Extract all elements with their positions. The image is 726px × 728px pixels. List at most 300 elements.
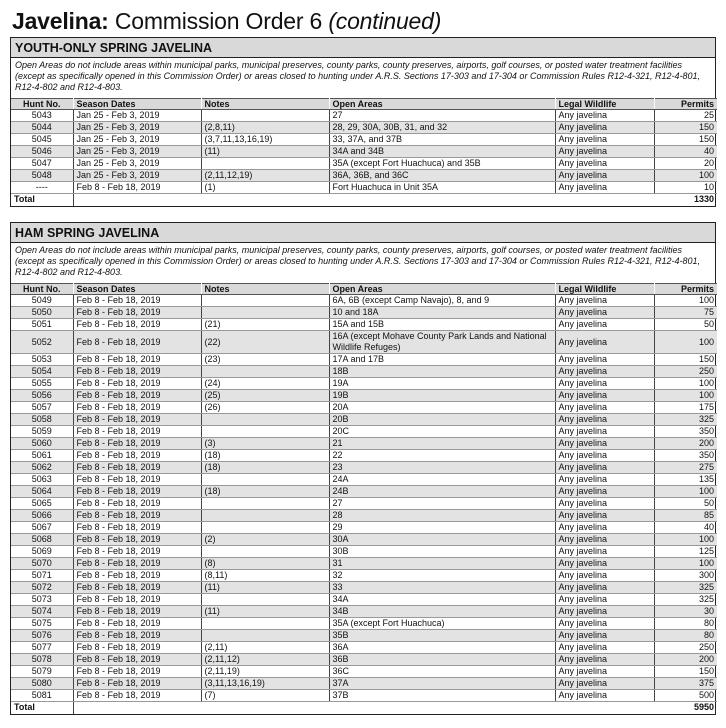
total-blank-cell [555, 194, 654, 206]
permits-cell: 125 [654, 546, 717, 558]
permits-cell: 100 [654, 486, 717, 498]
notes-cell [201, 426, 329, 438]
notes-cell: (25) [201, 390, 329, 402]
hunt-number-cell: 5056 [11, 390, 73, 402]
legal-wildlife-cell: Any javelina [555, 122, 654, 134]
notes-cell [201, 158, 329, 170]
table-row [11, 630, 717, 642]
legal-wildlife-cell: Any javelina [555, 594, 654, 606]
open-areas-cell: 15A and 15B [329, 319, 555, 331]
notes-cell: (3) [201, 438, 329, 450]
hunt-number-cell: 5068 [11, 534, 73, 546]
hunt-number-cell: 5043 [11, 110, 73, 122]
col-header-notes: Notes [201, 99, 329, 110]
permits-cell: 150 [654, 666, 717, 678]
hunt-number-cell: 5060 [11, 438, 73, 450]
season-dates-cell: Feb 8 - Feb 18, 2019 [73, 390, 201, 402]
table-row [11, 486, 717, 498]
season-dates-cell: Jan 25 - Feb 3, 2019 [73, 146, 201, 158]
legal-wildlife-cell: Any javelina [555, 414, 654, 426]
open-areas-cell: 24B [329, 486, 555, 498]
permits-cell: 75 [654, 307, 717, 319]
hunt-number-cell: 5052 [11, 331, 73, 354]
permits-cell: 50 [654, 319, 717, 331]
open-areas-cell: 18B [329, 366, 555, 378]
table-row [11, 307, 717, 319]
notes-cell [201, 498, 329, 510]
season-dates-cell: Feb 8 - Feb 18, 2019 [73, 414, 201, 426]
hunt-number-cell: 5070 [11, 558, 73, 570]
total-blank-cell [555, 702, 654, 714]
notes-cell: (8,11) [201, 570, 329, 582]
notes-cell: (11) [201, 146, 329, 158]
season-dates-cell: Feb 8 - Feb 18, 2019 [73, 438, 201, 450]
permits-cell: 250 [654, 642, 717, 654]
notes-cell: (11) [201, 582, 329, 594]
legal-wildlife-cell: Any javelina [555, 378, 654, 390]
youth-table-body [11, 110, 717, 206]
col-header-hunt: Hunt No. [11, 284, 73, 295]
legal-wildlife-cell: Any javelina [555, 558, 654, 570]
notes-cell: (18) [201, 486, 329, 498]
table-row [11, 618, 717, 630]
permits-cell: 100 [654, 170, 717, 182]
table-row [11, 122, 717, 134]
title-regular: Commission Order 6 [108, 8, 329, 34]
permits-cell: 100 [654, 390, 717, 402]
open-areas-cell: 20B [329, 414, 555, 426]
permits-cell: 40 [654, 146, 717, 158]
open-areas-cell: 22 [329, 450, 555, 462]
table-row [11, 110, 717, 122]
open-areas-cell: 17A and 17B [329, 354, 555, 366]
notes-cell: (18) [201, 450, 329, 462]
table-row [11, 378, 717, 390]
hunt-number-cell: 5045 [11, 134, 73, 146]
notes-cell [201, 110, 329, 122]
notes-cell [201, 522, 329, 534]
hunt-number-cell: 5062 [11, 462, 73, 474]
total-blank-cell [329, 194, 555, 206]
legal-wildlife-cell: Any javelina [555, 678, 654, 690]
legal-wildlife-cell: Any javelina [555, 366, 654, 378]
legal-wildlife-cell: Any javelina [555, 331, 654, 354]
table-row [11, 134, 717, 146]
hunt-number-cell: 5067 [11, 522, 73, 534]
notes-cell [201, 510, 329, 522]
ham-header-row [11, 284, 717, 295]
col-header-hunt: Hunt No. [11, 99, 73, 110]
season-dates-cell: Feb 8 - Feb 18, 2019 [73, 295, 201, 307]
table-row [11, 570, 717, 582]
legal-wildlife-cell: Any javelina [555, 546, 654, 558]
permits-cell: 200 [654, 654, 717, 666]
notes-cell: (11) [201, 606, 329, 618]
hunt-number-cell: ---- [11, 182, 73, 194]
legal-wildlife-cell: Any javelina [555, 582, 654, 594]
table-row [11, 546, 717, 558]
legal-wildlife-cell: Any javelina [555, 390, 654, 402]
open-areas-cell: 27 [329, 498, 555, 510]
permits-cell: 30 [654, 606, 717, 618]
season-dates-cell: Feb 8 - Feb 18, 2019 [73, 450, 201, 462]
table-row [11, 594, 717, 606]
col-header-dates: Season Dates [73, 284, 201, 295]
permits-cell: 200 [654, 438, 717, 450]
legal-wildlife-cell: Any javelina [555, 354, 654, 366]
col-header-notes: Notes [201, 284, 329, 295]
permits-cell: 150 [654, 354, 717, 366]
open-areas-cell: 19B [329, 390, 555, 402]
notes-cell: (21) [201, 319, 329, 331]
open-areas-cell: 36B [329, 654, 555, 666]
table-row [11, 146, 717, 158]
open-areas-cell: 29 [329, 522, 555, 534]
table-row [11, 558, 717, 570]
legal-wildlife-cell: Any javelina [555, 654, 654, 666]
notes-cell [201, 618, 329, 630]
season-dates-cell: Jan 25 - Feb 3, 2019 [73, 170, 201, 182]
table-row [11, 295, 717, 307]
table-row [11, 331, 717, 354]
season-dates-cell: Feb 8 - Feb 18, 2019 [73, 366, 201, 378]
table-row [11, 366, 717, 378]
open-areas-cell: 6A, 6B (except Camp Navajo), 8, and 9 [329, 295, 555, 307]
col-header-legal: Legal Wildlife [555, 284, 654, 295]
season-dates-cell: Feb 8 - Feb 18, 2019 [73, 690, 201, 702]
table-row [11, 170, 717, 182]
legal-wildlife-cell: Any javelina [555, 522, 654, 534]
hunt-number-cell: 5048 [11, 170, 73, 182]
total-label: Total [11, 194, 73, 206]
open-areas-cell: 30B [329, 546, 555, 558]
legal-wildlife-cell: Any javelina [555, 450, 654, 462]
legal-wildlife-cell: Any javelina [555, 134, 654, 146]
season-dates-cell: Feb 8 - Feb 18, 2019 [73, 582, 201, 594]
total-label: Total [11, 702, 73, 714]
table-row [11, 534, 717, 546]
total-blank-cell [73, 702, 201, 714]
open-areas-cell: 37A [329, 678, 555, 690]
table-row [11, 666, 717, 678]
legal-wildlife-cell: Any javelina [555, 618, 654, 630]
season-dates-cell: Feb 8 - Feb 18, 2019 [73, 570, 201, 582]
legal-wildlife-cell: Any javelina [555, 158, 654, 170]
season-dates-cell: Jan 25 - Feb 3, 2019 [73, 122, 201, 134]
hunt-number-cell: 5064 [11, 486, 73, 498]
hunt-number-cell: 5044 [11, 122, 73, 134]
table-row [11, 498, 717, 510]
legal-wildlife-cell: Any javelina [555, 642, 654, 654]
notes-cell [201, 594, 329, 606]
hunt-number-cell: 5063 [11, 474, 73, 486]
permits-cell: 150 [654, 122, 717, 134]
youth-heading: YOUTH-ONLY SPRING JAVELINA [11, 38, 715, 58]
legal-wildlife-cell: Any javelina [555, 630, 654, 642]
hunt-number-cell: 5066 [11, 510, 73, 522]
notes-cell: (3,11,13,16,19) [201, 678, 329, 690]
col-header-permits: Permits [654, 284, 717, 295]
season-dates-cell: Feb 8 - Feb 18, 2019 [73, 618, 201, 630]
legal-wildlife-cell: Any javelina [555, 534, 654, 546]
notes-cell: (2,11) [201, 642, 329, 654]
table-row [11, 402, 717, 414]
legal-wildlife-cell: Any javelina [555, 666, 654, 678]
table-row [11, 438, 717, 450]
table-row [11, 582, 717, 594]
hunt-number-cell: 5053 [11, 354, 73, 366]
hunt-number-cell: 5074 [11, 606, 73, 618]
legal-wildlife-cell: Any javelina [555, 498, 654, 510]
legal-wildlife-cell: Any javelina [555, 146, 654, 158]
open-areas-cell: 24A [329, 474, 555, 486]
table-row [11, 390, 717, 402]
open-areas-cell: 28 [329, 510, 555, 522]
youth-section [10, 37, 716, 207]
total-permits: 5950 [693, 702, 714, 713]
notes-cell [201, 474, 329, 486]
notes-cell [201, 630, 329, 642]
open-areas-cell: 35B [329, 630, 555, 642]
season-dates-cell: Feb 8 - Feb 18, 2019 [73, 522, 201, 534]
hunt-number-cell: 5073 [11, 594, 73, 606]
season-dates-cell: Jan 25 - Feb 3, 2019 [73, 134, 201, 146]
open-areas-cell: 21 [329, 438, 555, 450]
permits-cell: 325 [654, 414, 717, 426]
notes-cell [201, 414, 329, 426]
open-areas-cell: 10 and 18A [329, 307, 555, 319]
col-header-areas: Open Areas [329, 99, 555, 110]
season-dates-cell: Feb 8 - Feb 18, 2019 [73, 510, 201, 522]
notes-cell: (26) [201, 402, 329, 414]
table-row [11, 522, 717, 534]
notes-cell: (8) [201, 558, 329, 570]
legal-wildlife-cell: Any javelina [555, 570, 654, 582]
season-dates-cell: Feb 8 - Feb 18, 2019 [73, 666, 201, 678]
table-row [11, 414, 717, 426]
notes-cell: (2,11,12,19) [201, 170, 329, 182]
notes-cell: (2,11,12) [201, 654, 329, 666]
open-areas-cell: 35A (except Fort Huachuca) and 35B [329, 158, 555, 170]
legal-wildlife-cell: Any javelina [555, 474, 654, 486]
open-areas-cell: 32 [329, 570, 555, 582]
hunt-number-cell: 5058 [11, 414, 73, 426]
notes-cell [201, 307, 329, 319]
notes-cell: (1) [201, 182, 329, 194]
season-dates-cell: Feb 8 - Feb 18, 2019 [73, 498, 201, 510]
table-row [11, 510, 717, 522]
total-permits: 1330 [693, 194, 714, 205]
hunt-number-cell: 5050 [11, 307, 73, 319]
notes-cell [201, 295, 329, 307]
legal-wildlife-cell: Any javelina [555, 486, 654, 498]
season-dates-cell: Feb 8 - Feb 18, 2019 [73, 558, 201, 570]
notes-cell: (2,11,19) [201, 666, 329, 678]
col-header-areas: Open Areas [329, 284, 555, 295]
table-row [11, 182, 717, 194]
notes-cell: (7) [201, 690, 329, 702]
hunt-number-cell: 5081 [11, 690, 73, 702]
permits-cell: 10 [654, 182, 717, 194]
hunt-number-cell: 5065 [11, 498, 73, 510]
youth-table [11, 98, 717, 206]
permits-cell: 350 [654, 450, 717, 462]
season-dates-cell: Feb 8 - Feb 18, 2019 [73, 486, 201, 498]
hunt-number-cell: 5078 [11, 654, 73, 666]
hunt-number-cell: 5051 [11, 319, 73, 331]
col-header-dates: Season Dates [73, 99, 201, 110]
permits-cell: 100 [654, 534, 717, 546]
table-row [11, 474, 717, 486]
table-row [11, 426, 717, 438]
youth-header-row [11, 99, 717, 110]
permits-cell: 375 [654, 678, 717, 690]
permits-cell: 100 [654, 558, 717, 570]
legal-wildlife-cell: Any javelina [555, 438, 654, 450]
hunt-number-cell: 5069 [11, 546, 73, 558]
permits-cell: 100 [654, 295, 717, 307]
hunt-number-cell: 5046 [11, 146, 73, 158]
permits-cell: 250 [654, 366, 717, 378]
hunt-number-cell: 5049 [11, 295, 73, 307]
total-blank-cell [329, 702, 555, 714]
hunt-number-cell: 5061 [11, 450, 73, 462]
table-row [11, 158, 717, 170]
notes-cell [201, 366, 329, 378]
total-blank-cell [201, 194, 329, 206]
permits-cell: 100 [654, 378, 717, 390]
legal-wildlife-cell: Any javelina [555, 426, 654, 438]
season-dates-cell: Feb 8 - Feb 18, 2019 [73, 474, 201, 486]
table-row [11, 319, 717, 331]
table-row [11, 678, 717, 690]
season-dates-cell: Feb 8 - Feb 18, 2019 [73, 182, 201, 194]
total-blank-cell [201, 702, 329, 714]
title-bold: Javelina: [12, 8, 109, 34]
open-areas-cell: 33, 37A, and 37B [329, 134, 555, 146]
notes-cell: (24) [201, 378, 329, 390]
hunt-number-cell: 5055 [11, 378, 73, 390]
open-areas-cell: 20A [329, 402, 555, 414]
season-dates-cell: Feb 8 - Feb 18, 2019 [73, 594, 201, 606]
ham-note: Open Areas do not include areas within municipal parks, municipal preserves, county parks, county preserves, airports, golf courses, or posted water treatment facilities (except as specifically opened in this Commission Order) or areas closed to hunting under A.R.S. Sections 17-303 and 17-304 or Commission Rules R12-4-321, R12-4-801, R12-4-802 and R12-4-803. [15, 245, 701, 277]
legal-wildlife-cell: Any javelina [555, 307, 654, 319]
open-areas-cell: 27 [329, 110, 555, 122]
page-title [12, 6, 441, 36]
legal-wildlife-cell: Any javelina [555, 295, 654, 307]
permits-cell: 300 [654, 570, 717, 582]
total-row [11, 702, 717, 714]
ham-section [10, 222, 716, 715]
open-areas-cell: Fort Huachuca in Unit 35A [329, 182, 555, 194]
table-row [11, 354, 717, 366]
open-areas-cell: 36C [329, 666, 555, 678]
season-dates-cell: Feb 8 - Feb 18, 2019 [73, 642, 201, 654]
legal-wildlife-cell: Any javelina [555, 606, 654, 618]
open-areas-cell: 36A [329, 642, 555, 654]
table-row [11, 606, 717, 618]
legal-wildlife-cell: Any javelina [555, 170, 654, 182]
season-dates-cell: Feb 8 - Feb 18, 2019 [73, 534, 201, 546]
season-dates-cell: Feb 8 - Feb 18, 2019 [73, 354, 201, 366]
open-areas-cell: 34A [329, 594, 555, 606]
ham-heading: HAM SPRING JAVELINA [11, 223, 715, 243]
season-dates-cell: Feb 8 - Feb 18, 2019 [73, 606, 201, 618]
season-dates-cell: Feb 8 - Feb 18, 2019 [73, 654, 201, 666]
season-dates-cell: Feb 8 - Feb 18, 2019 [73, 426, 201, 438]
season-dates-cell: Feb 8 - Feb 18, 2019 [73, 546, 201, 558]
permits-cell: 500 [654, 690, 717, 702]
table-row [11, 654, 717, 666]
notes-cell: (2,8,11) [201, 122, 329, 134]
permits-cell: 85 [654, 510, 717, 522]
hunt-number-cell: 5079 [11, 666, 73, 678]
permits-cell: 25 [654, 110, 717, 122]
permits-cell: 175 [654, 402, 717, 414]
season-dates-cell: Feb 8 - Feb 18, 2019 [73, 402, 201, 414]
open-areas-cell: 30A [329, 534, 555, 546]
open-areas-cell: 20C [329, 426, 555, 438]
table-row [11, 642, 717, 654]
hunt-number-cell: 5054 [11, 366, 73, 378]
open-areas-cell: 31 [329, 558, 555, 570]
season-dates-cell: Feb 8 - Feb 18, 2019 [73, 678, 201, 690]
legal-wildlife-cell: Any javelina [555, 462, 654, 474]
season-dates-cell: Feb 8 - Feb 18, 2019 [73, 462, 201, 474]
permits-cell: 325 [654, 582, 717, 594]
hunt-number-cell: 5071 [11, 570, 73, 582]
hunt-number-cell: 5057 [11, 402, 73, 414]
hunt-number-cell: 5075 [11, 618, 73, 630]
permits-cell: 40 [654, 522, 717, 534]
notes-cell: (3,7,11,13,16,19) [201, 134, 329, 146]
total-blank-cell [73, 194, 201, 206]
hunt-number-cell: 5072 [11, 582, 73, 594]
open-areas-cell: 23 [329, 462, 555, 474]
total-row [11, 194, 717, 206]
hunt-number-cell: 5080 [11, 678, 73, 690]
legal-wildlife-cell: Any javelina [555, 402, 654, 414]
notes-cell: (22) [201, 331, 329, 354]
permits-cell: 50 [654, 498, 717, 510]
ham-table-body [11, 295, 717, 714]
hunt-number-cell: 5047 [11, 158, 73, 170]
hunt-number-cell: 5077 [11, 642, 73, 654]
open-areas-cell: 33 [329, 582, 555, 594]
permits-cell: 135 [654, 474, 717, 486]
season-dates-cell: Feb 8 - Feb 18, 2019 [73, 378, 201, 390]
hunt-number-cell: 5076 [11, 630, 73, 642]
ham-table [11, 283, 717, 714]
notes-cell: (18) [201, 462, 329, 474]
table-row [11, 690, 717, 702]
hunt-number-cell: 5059 [11, 426, 73, 438]
open-areas-cell: 34B [329, 606, 555, 618]
notes-cell: (23) [201, 354, 329, 366]
table-row [11, 462, 717, 474]
open-areas-cell: 37B [329, 690, 555, 702]
season-dates-cell: Feb 8 - Feb 18, 2019 [73, 307, 201, 319]
legal-wildlife-cell: Any javelina [555, 182, 654, 194]
permits-cell: 20 [654, 158, 717, 170]
open-areas-cell: 35A (except Fort Huachuca) [329, 618, 555, 630]
season-dates-cell: Jan 25 - Feb 3, 2019 [73, 158, 201, 170]
col-header-legal: Legal Wildlife [555, 99, 654, 110]
open-areas-cell: 36A, 36B, and 36C [329, 170, 555, 182]
open-areas-cell: 19A [329, 378, 555, 390]
season-dates-cell: Feb 8 - Feb 18, 2019 [73, 331, 201, 354]
season-dates-cell: Jan 25 - Feb 3, 2019 [73, 110, 201, 122]
